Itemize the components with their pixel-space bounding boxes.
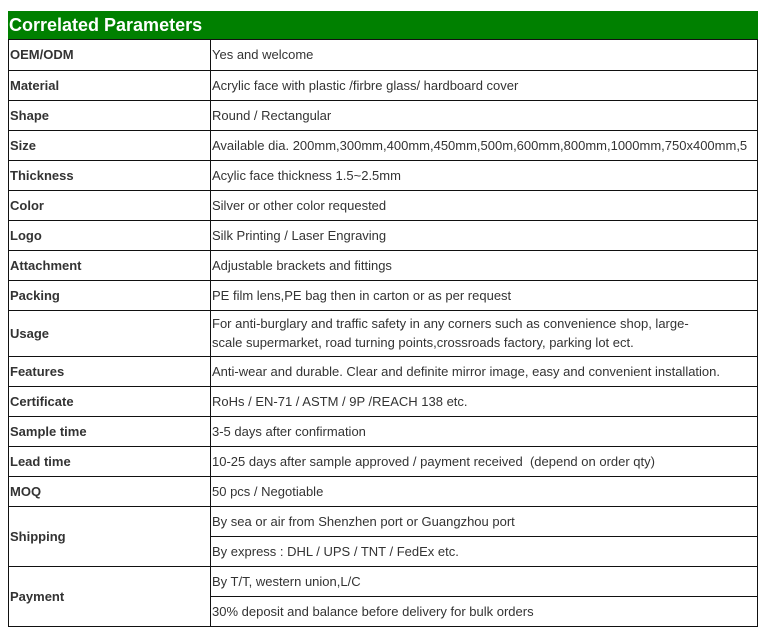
row-value: 50 pcs / Negotiable [211,476,758,506]
row-value: 30% deposit and balance before delivery for bulk orders [211,596,758,626]
row-value: Adjustable brackets and fittings [211,250,758,280]
table-row-size [9,130,758,160]
table-row-packing [9,280,758,310]
row-label: Shape [9,100,211,130]
table-row-payment [9,566,758,596]
row-label: Packing [9,280,211,310]
table-row-usage [9,310,758,356]
row-label: Thickness [9,160,211,190]
row-value: 3-5 days after confirmation [211,416,758,446]
table-row-attachment [9,250,758,280]
table-row-sample-time [9,416,758,446]
row-value: Silver or other color requested [211,190,758,220]
table-row-certificate [9,386,758,416]
table-row-moq [9,476,758,506]
row-label: Material [9,70,211,100]
table-title: Correlated Parameters [8,11,758,40]
row-label: Payment [9,566,211,626]
table-row-logo [9,220,758,250]
row-value: Anti-wear and durable. Clear and definite mirror image, easy and convenient installation. [211,356,758,386]
parameters-table [8,40,758,627]
table-row-features [9,356,758,386]
row-value: Acylic face thickness 1.5~2.5mm [211,160,758,190]
row-label: Attachment [9,250,211,280]
table-row-color [9,190,758,220]
table-row-oem [9,40,758,70]
row-value: Acrylic face with plastic /firbre glass/ hardboard cover [211,70,758,100]
row-label: OEM/ODM [9,40,211,70]
row-value: Silk Printing / Laser Engraving [211,220,758,250]
row-label: Sample time [9,416,211,446]
table-row-lead-time [9,446,758,476]
row-label: Features [9,356,211,386]
row-label: Size [9,130,211,160]
row-value: PE film lens,PE bag then in carton or as per request [211,280,758,310]
row-label: Color [9,190,211,220]
row-value: For anti-burglary and traffic safety in any corners such as convenience shop, large-scale supermarket, road turning points,crossroads factory, parking lot ect. [211,310,758,356]
row-value: Yes and welcome [211,40,758,70]
row-value: By sea or air from Shenzhen port or Guangzhou port [211,506,758,536]
row-label: Logo [9,220,211,250]
row-value: By express : DHL / UPS / TNT / FedEx etc. [211,536,758,566]
row-label: Shipping [9,506,211,566]
row-value: RoHs / EN-71 / ASTM / 9P /REACH 138 etc. [211,386,758,416]
row-value: 10-25 days after sample approved / payment received (depend on order qty) [211,446,758,476]
row-label: Lead time [9,446,211,476]
row-value: By T/T, western union,L/C [211,566,758,596]
table-row-shipping [9,506,758,536]
row-label: Usage [9,310,211,356]
row-label: Certificate [9,386,211,416]
parameters-table-container [8,11,758,627]
table-row-shape [9,100,758,130]
row-label: MOQ [9,476,211,506]
table-row-thickness [9,160,758,190]
row-value: Round / Rectangular [211,100,758,130]
table-row-material [9,70,758,100]
row-value: Available dia. 200mm,300mm,400mm,450mm,500m,600mm,800mm,1000mm,750x400mm,5 [211,130,758,160]
